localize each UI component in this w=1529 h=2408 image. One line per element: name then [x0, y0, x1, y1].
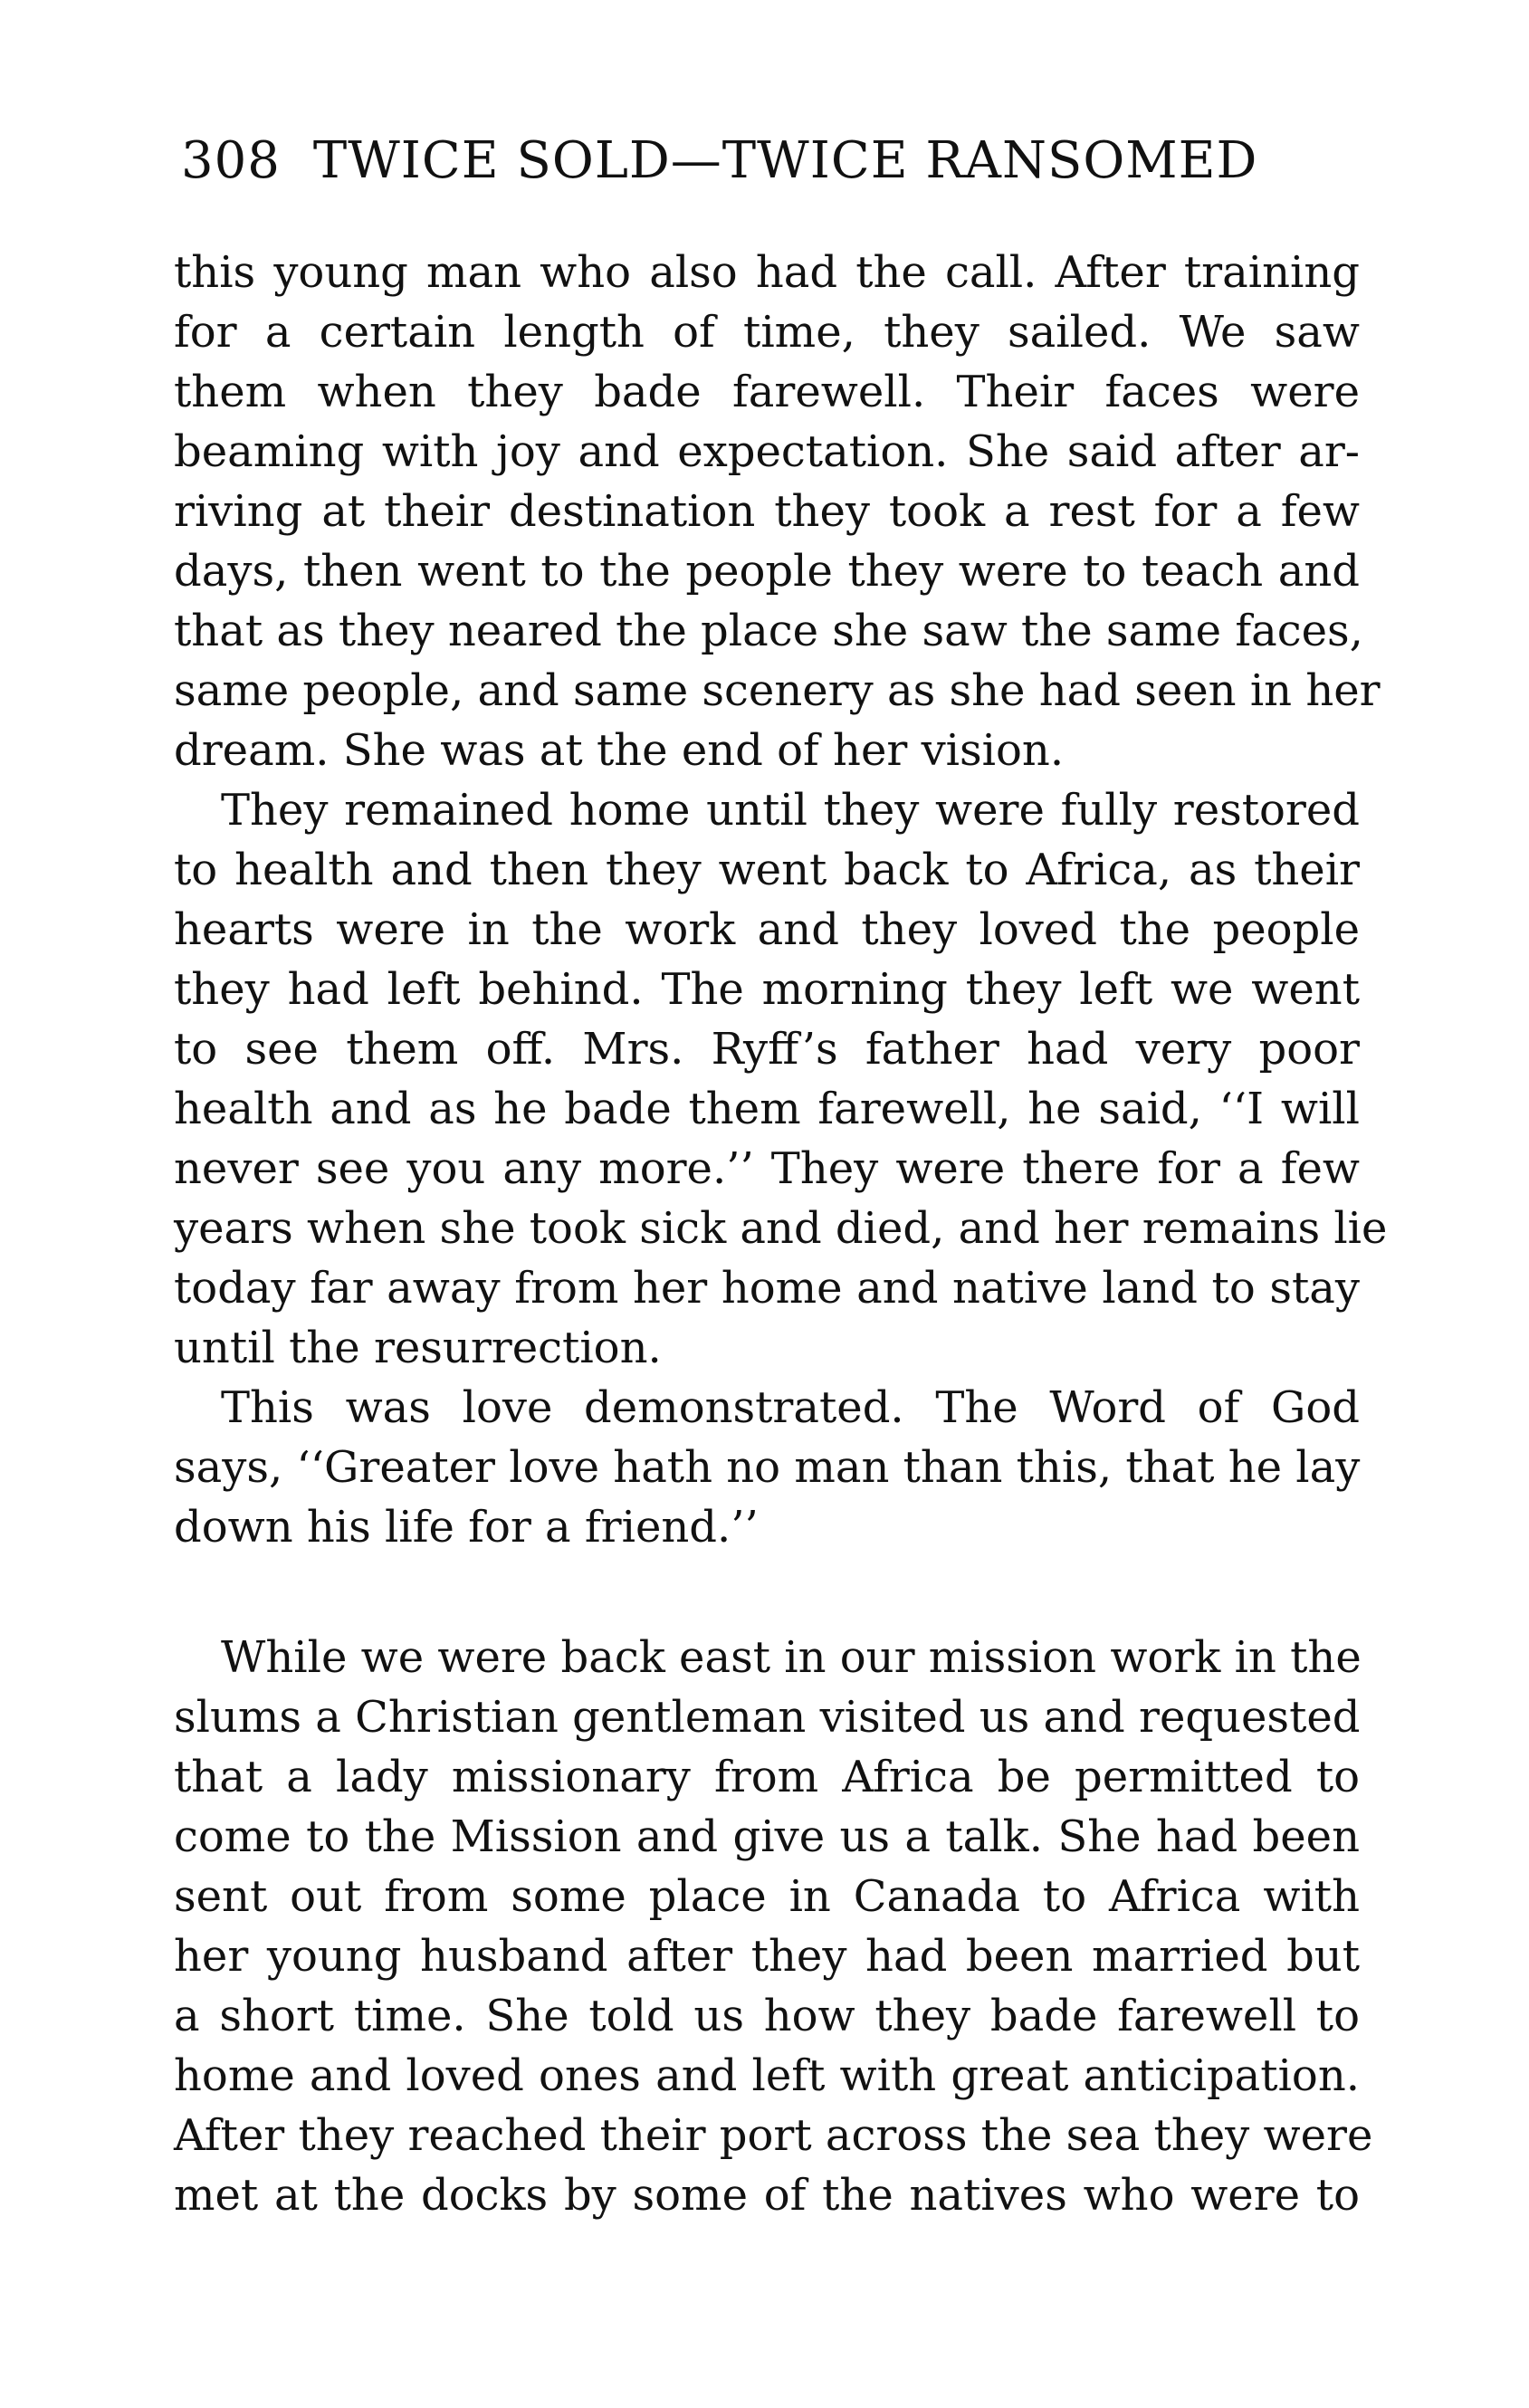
text-line: health and as he bade them farewell, he said, ‘‘I will [174, 1084, 1360, 1134]
text-line: that a lady missionary from Africa be permitted to [174, 1752, 1360, 1802]
text-line: home and loved ones and left with great anticipation. [174, 2050, 1360, 2101]
text-line: says, ‘‘Greater love hath no man than this, that he lay [174, 1442, 1361, 1493]
text-line: beaming with joy and expectation. She said after ar- [174, 426, 1360, 477]
paragraph-2 [174, 780, 1388, 1378]
text-line: that as they neared the place she saw the same faces, [174, 606, 1363, 656]
text-line: this young man who also had the call. After training [174, 247, 1360, 298]
text-line: today far away from her home and native land to stay [174, 1263, 1360, 1314]
text-line: to health and then they went back to Africa, as their [174, 845, 1360, 895]
text-line: While we were back east in our mission work in the [221, 1632, 1362, 1683]
text-line: her young husband after they had been married but [174, 1931, 1360, 1982]
text-line: This was love demonstrated. The Word of God [221, 1382, 1360, 1433]
text-line: riving at their destination they took a rest for a few [174, 486, 1360, 537]
text-line: days, then went to the people they were to teach and [174, 546, 1360, 597]
section-break [174, 1557, 1360, 1628]
text-line: a short time. She told us how they bade farewell to [174, 1991, 1360, 2041]
text-line: them when they bade farewell. Their faces were [174, 367, 1360, 417]
text-line: hearts were in the work and they loved the people [174, 904, 1360, 955]
paragraph-1 [174, 243, 1381, 780]
text-line: dream. She was at the end of her vision. [174, 725, 1065, 776]
text-line: They remained home until they were fully restored [221, 785, 1360, 836]
text-line: down his life for a friend.’’ [174, 1502, 759, 1553]
paragraph-3 [174, 1378, 1360, 1557]
text-line: met at the docks by some of the natives who were to [174, 2170, 1360, 2221]
text-line: sent out from some place in Canada to Africa with [174, 1871, 1360, 1922]
running-title: TWICE SOLD—TWICE RANSOMED [312, 131, 1258, 190]
text-line: slums a Christian gentleman visited us and requested [174, 1692, 1361, 1743]
book-page [174, 131, 1388, 2225]
text-line: years when she took sick and died, and her remains lie [174, 1203, 1388, 1254]
text-line: never see you any more.’’ They were there for a few [174, 1143, 1360, 1194]
text-line: After they reached their port across the sea they were [174, 2110, 1373, 2161]
text-line: to see them off. Mrs. Ryff’s father had very poor [174, 1024, 1360, 1075]
text-line: same people, and same scenery as she had seen in her [174, 665, 1381, 716]
page-number: 308 [181, 131, 281, 190]
text-line: they had left behind. The morning they left we went [174, 964, 1360, 1015]
running-head [181, 131, 1360, 190]
text-line: come to the Mission and give us a talk. She had been [174, 1811, 1360, 1862]
text-line: for a certain length of time, they sailed. We saw [174, 307, 1360, 358]
paragraph-4 [174, 1628, 1373, 2225]
text-line: until the resurrection. [174, 1323, 662, 1373]
